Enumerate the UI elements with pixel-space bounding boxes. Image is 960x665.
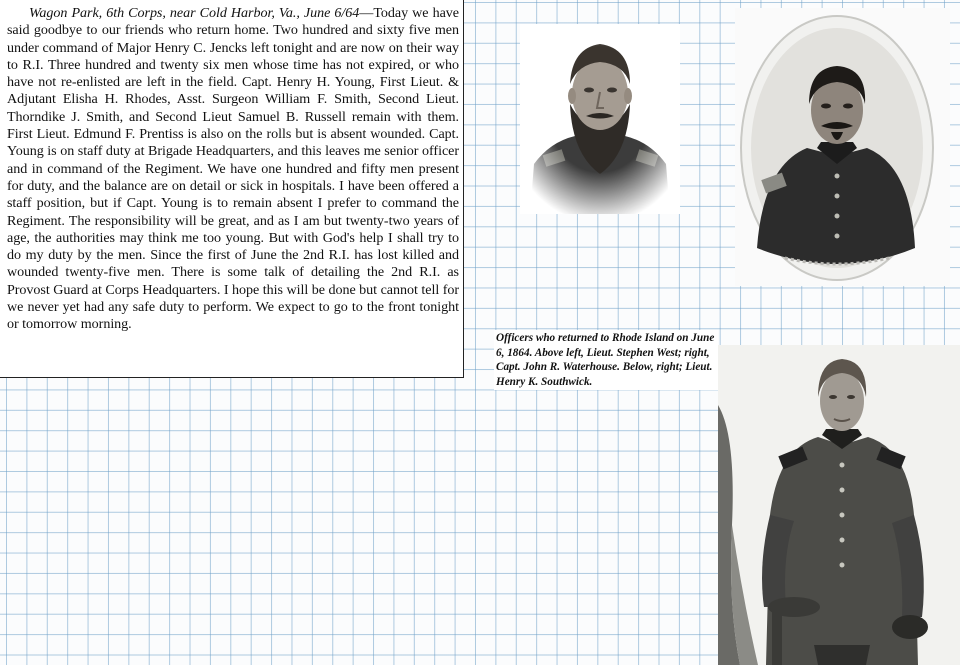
photo-caption: Officers who returned to Rhode Island on June 6, 1864. Above left, Lieut. Stephen West; right, Capt. John R. Waterhouse. Below, right; Lieut. Henry K. Southwick.: [494, 330, 718, 390]
journal-entry-body: —Today we have said goodbye to our friends who return home. Two hundred and sixty five men under command of Major Henry C. Jencks left tonight and are now on their way to R.I. Three hundred and twenty six men whose time has not expired, or who have not re-enlisted are left in the field. Capt. Henry H. Young, First Lieut. & Adjutant Elisha H. Rhodes, Asst. Surgeon William F. Smith, Second Lieut. Thorndike J. Smith, and Second Lieut Samuel B. Russell remain with them. First Lieut. Edmund F. Prentiss is also on the rolls but is absent wounded. Capt. Young is on staff duty at Brigade Headquarters, and this leaves me senior officer and in command of the Regiment. We have one hundred and fifty men present for duty, and the balance are on detail or sick in hospitals. I have been offered a staff position, but if Capt. Young is to remain absent I prefer to command the Regiment. The responsibility will be great, and as I am but twenty-two years of age, the authorities may think me too young. But with God's help I shall try to do my duty by the men. Since the first of June the 2nd R.I. has lost killed and wounded twenty-five men. There is some talk of detailing the 2nd R.I. as Provost Guard at Corps Headquarters. I hope this will be done but cannot tell for we never yet had any safe duty to perform. We expect to go to the front tonight or tomorrow morning.: [7, 5, 459, 333]
journal-entry-dateline: Wagon Park, 6th Corps, near Cold Harbor, Va., June 6/64: [29, 5, 360, 21]
portrait-photo-henry-k-southwick: [718, 345, 960, 665]
journal-entry-clipping: [0, 0, 464, 378]
portrait-photo-stephen-west: [520, 24, 680, 214]
journal-entry-text: [7, 5, 459, 334]
portrait-photo-john-r-waterhouse: [735, 8, 950, 286]
